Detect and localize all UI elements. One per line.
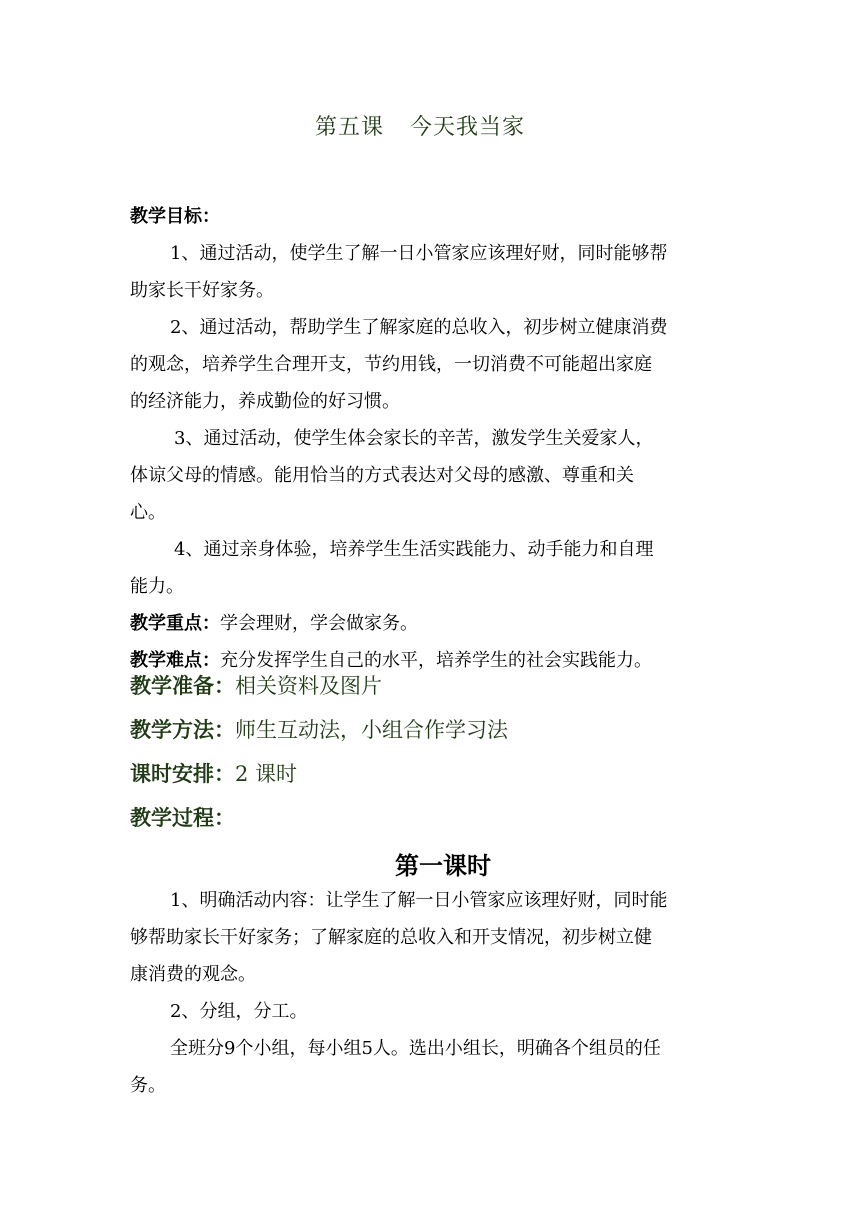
process (130, 796, 730, 840)
objective-1-line-2: 助家长干好家务。 (130, 280, 274, 301)
schedule-text: 2 课时 (235, 762, 298, 786)
step-3-line-2: 务。 (130, 1075, 166, 1096)
objective-4-line-2: 能力。 (130, 576, 184, 597)
process-label: 教学过程： (130, 805, 235, 830)
difficulty-text: 充分发挥学生自己的水平，培养学生的社会实践能力。 (220, 650, 652, 671)
method-label: 教学方法： (130, 717, 235, 742)
key-point (130, 605, 730, 642)
section-title: 第一课时 (395, 852, 491, 880)
objectives-section (130, 198, 730, 679)
preparation-text: 相关资料及图片 (235, 674, 382, 698)
lesson-name: 今天我当家 (410, 115, 526, 140)
preparation (130, 664, 730, 708)
preparation-label: 教学准备： (130, 673, 235, 698)
method-text: 师生互动法，小组合作学习法 (235, 718, 508, 742)
key-point-text: 学会理财，学会做家务。 (220, 613, 418, 634)
step-1-line-1: 1、明确活动内容：让学生了解一日小管家应该理好财，同时能 (170, 890, 668, 911)
schedule (130, 752, 730, 796)
lesson-number: 第五课 (314, 115, 384, 140)
objective-2-line-1: 2、通过活动，帮助学生了解家庭的总收入，初步树立健康消费 (170, 317, 668, 338)
lesson-title (0, 110, 840, 141)
objective-2-line-3: 的经济能力，养成勤俭的好习惯。 (130, 391, 400, 412)
objective-3-line-3: 心。 (130, 502, 166, 523)
step-3-line-1: 全班分9个小组，每小组5人。选出小组长，明确各个组员的任 (170, 1038, 661, 1059)
objective-2-line-2: 的观念，培养学生合理开支，节约用钱，一切消费不可能超出家庭 (130, 354, 652, 375)
step-1-line-2: 够帮助家长干好家务；了解家庭的总收入和开支情况，初步树立健 (130, 927, 652, 948)
steps-section (130, 882, 730, 1104)
lesson-info-section (130, 664, 730, 840)
step-2-line-1: 2、分组，分工。 (170, 1001, 308, 1022)
objective-3-line-2: 体谅父母的情感。能用恰当的方式表达对父母的感激、尊重和关 (130, 465, 634, 486)
objectives-label: 教学目标： (130, 206, 220, 227)
schedule-label: 课时安排： (130, 761, 235, 786)
method (130, 708, 730, 752)
objective-3-line-1: 3、通过活动，使学生体会家长的辛苦，激发学生关爱家人， (174, 428, 654, 449)
key-point-label: 教学重点： (130, 613, 220, 634)
step-1-line-3: 康消费的观念。 (130, 964, 256, 985)
objective-1-line-1: 1、通过活动，使学生了解一日小管家应该理好财，同时能够帮 (170, 243, 668, 264)
difficulty-label: 教学难点： (130, 650, 220, 671)
objective-4-line-1: 4、通过亲身体验，培养学生生活实践能力、动手能力和自理 (174, 539, 654, 560)
